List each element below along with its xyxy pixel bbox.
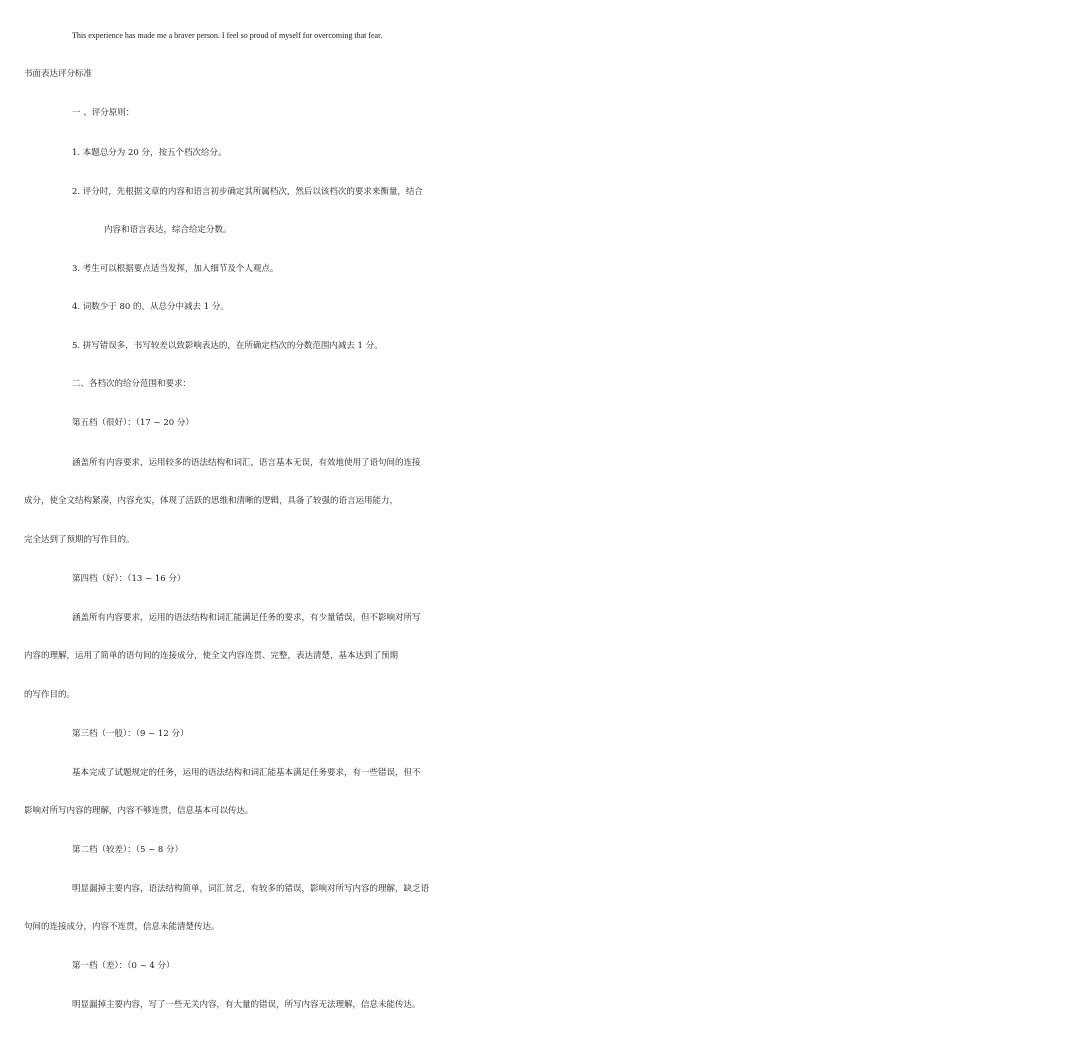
level-1-title: 第一档（差）：（0 ~ 4 分） (72, 961, 175, 971)
principle-item-4: 4. 词数少于 80 的，从总分中减去 1 分。 (72, 302, 229, 312)
level-1-text-line: 明显漏掉主要内容，写了一些无关内容，有大量的错误，所写内容无法理解，信息未能传达。 (72, 1000, 421, 1010)
level-5-text-line: 完全达到了预期的写作目的。 (24, 535, 135, 545)
intro-line: This experience has made me a braver person. I feel so proud of myself for overcoming that fear. (72, 31, 383, 40)
principle-item-2-continued: 内容和语言表达，综合给定分数。 (104, 225, 232, 235)
level-3-text-line: 基本完成了试题规定的任务，运用的语法结构和词汇能基本满足任务要求，有一些错误，但不 (72, 768, 421, 778)
level-5-text-line: 涵盖所有内容要求，运用较多的语法结构和词汇，语言基本无误，有效地使用了语句间的连接 (72, 458, 421, 468)
levels-heading: 二、各档次的给分范围和要求： (72, 379, 192, 389)
level-4-text-line: 的写作目的。 (24, 690, 76, 700)
level-3-text-line: 影响对所写内容的理解，内容不够连贯，信息基本可以传达。 (24, 806, 254, 816)
level-2-text-line: 明显漏掉主要内容，语法结构简单，词汇贫乏，有较多的错误，影响对所写内容的理解，缺乏语 (72, 884, 430, 894)
principle-item-2: 2. 评分时，先根据文章的内容和语言初步确定其所属档次，然后以该档次的要求来衡量，结合 (72, 187, 423, 197)
level-4-text-line: 内容的理解，运用了简单的语句间的连接成分，使全文内容连贯、完整，表达清楚，基本达到了预期 (24, 651, 399, 661)
level-4-text-line: 涵盖所有内容要求，运用的语法结构和词汇能满足任务的要求，有少量错误，但不影响对所写 (72, 613, 421, 623)
level-2-text-line: 句间的连接成分，内容不连贯，信息未能清楚传达。 (24, 922, 220, 932)
principles-heading: 一 、评分原则： (72, 108, 135, 118)
level-5-text-line: 成分，使全文结构紧凑，内容充实，体现了活跃的思维和清晰的逻辑，具备了较强的语言运用能力， (24, 496, 399, 506)
level-5-title: 第五档（很好）：（17 ~ 20 分） (72, 418, 194, 428)
level-3-title: 第三档（一般）：（9 ~ 12 分） (72, 729, 189, 739)
principle-item-3: 3. 考生可以根据要点适当发挥，加入细节及个人观点。 (72, 264, 279, 274)
principle-item-5: 5. 拼写错误多，书写较差以致影响表达的，在所确定档次的分数范围内减去 1 分。 (72, 341, 383, 351)
principle-item-1: 1. 本题总分为 20 分，按五个档次给分。 (72, 148, 227, 158)
section-title: 书面表达评分标准 (24, 69, 93, 79)
level-2-title: 第二档（较差）：（5 ~ 8 分） (72, 845, 184, 855)
level-4-title: 第四档（好）：（13 ~ 16 分） (72, 574, 186, 584)
